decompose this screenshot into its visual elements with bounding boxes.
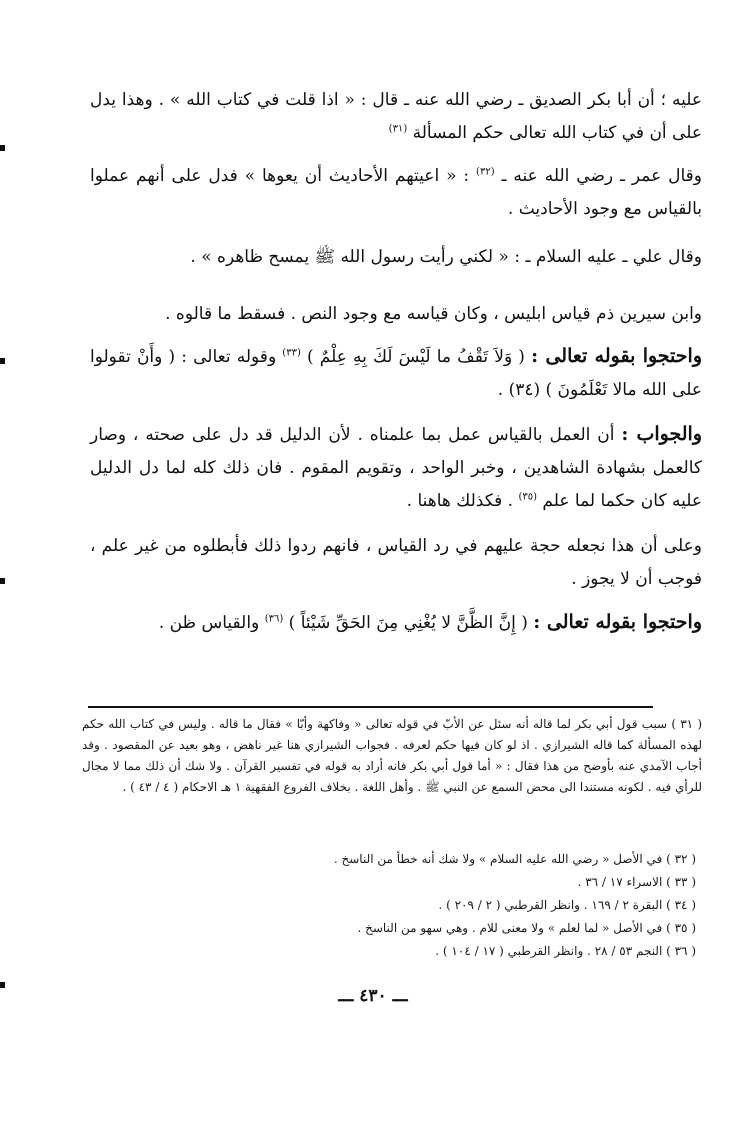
margin-mark — [0, 982, 5, 988]
paragraph-text: وقال علي ـ عليه السلام ـ : « لكني رأيت رسول الله ﷺ يمسح ظاهره » . — [190, 247, 702, 267]
paragraph-tail: : « اعيتهم الأحاديث أن يعوها » فدل على أنهم عملوا بالقياس مع وجود الأحاديث . — [90, 166, 702, 219]
argument-lead: واحتجوا بقوله تعالى : — [533, 611, 702, 633]
footnote-item: ( ٣٦ ) النجم ٥٣ / ٢٨ . وانظر القرطبي ( ١٧ / ١٠٤ ) . — [435, 944, 696, 958]
footnote-item: ( ٣٣ ) الاسراء ١٧ / ٣٦ . — [577, 875, 696, 889]
footnote-ref[interactable]: (٣٥) — [518, 491, 538, 503]
paragraph-text: وقال عمر ـ رضي الله عنه ـ — [501, 166, 703, 186]
page-number: ـــ ٤٣٠ ـــ — [338, 986, 408, 1006]
paragraph-tail: والقياس ظن . — [158, 613, 260, 633]
footnote-ref[interactable]: (٣٣) — [282, 347, 301, 359]
paragraph-text: عليه ؛ أن أبا بكر الصديق ـ رضي الله عنه ـ قال : « اذا قلت في كتاب الله » . وهذا يدل على أن في كتاب الله تعالى حكم المسألة — [90, 90, 702, 143]
answer-lead: والجواب : — [621, 423, 702, 445]
footnote-item: ( ٣٤ ) البقرة ٢ / ١٦٩ . وانظر القرطبي ( ٢ / ٢٠٩ ) . — [438, 898, 696, 912]
paragraph-tail: وقوله تعالى : ( وأَنْ تقولوا على الله مالا تَعْلَمُونَ ) (٣٤) . — [90, 347, 702, 400]
margin-mark — [0, 145, 5, 151]
paragraph-text: وابن سيرين ذم قياس ابليس ، وكان قياسه مع وجود النص . فسقط ما قالوه . — [165, 304, 702, 324]
footnote-item: ( ٣٥ ) في الأصل « لما لعلم » ولا معنى للام . وهي سهو من الناسخ . — [357, 921, 696, 935]
footnote-item: ( ٣٢ ) في الأصل « رضي الله عليه السلام » ولا شك أنه خطأ من الناسخ . — [333, 852, 696, 866]
margin-mark — [0, 358, 5, 364]
footnotes — [82, 0, 702, 980]
footnote-ref[interactable]: (٣٦) — [264, 613, 284, 625]
footnote-31: ( ٣١ ) سبب قول أبي بكر لما قاله أنه سئل عن الأبّ في قوله تعالى « وفاكهة وأبّا » فقال ما قاله . وليس في كتاب الله حكم لهذه المسألة كما قاله الشيرازي . اذ لو كان فيها حكم لعرفه . فجواب الشيرازي هنا غير ناهض ، وهو بعيد عن المقصود . وقد أجاب الآمدي عنه بأوضح من هذا فقال : « أما قول أبي بكر فانه أراد به قوله في تفسير القرآن . ولا شك أن ذلك مما لا مجال للرأي فيه . لكونه مستندا الى محض السمع عن النبي ﷺ . وأهل اللغة . بخلاف الفروع الفقهية ١ هـ الاحكام ( ٤ / ٤٣ ) . — [82, 717, 702, 794]
paragraph-text: أن العمل بالقياس عمل بما علمناه . لأن الدليل قد دل على صحته ، وصار كالعمل بشهادة الشاهدين ، وخبر الواحد ، وتقويم المقوم . فان ذلك كله لما دل الدليل عليه كان حكما لما علم — [90, 425, 702, 511]
footnote-ref[interactable]: (٣٢) — [476, 166, 495, 178]
footnote-list — [82, 848, 702, 963]
quran-quote: ( إِنَّ الظَّنَّ لا يُغْنِي مِنَ الحَقِّ شَيْئاً ) — [288, 613, 528, 633]
quran-quote: ( وَلاَ تَقْفُ ما لَيْسَ لَكَ بِهِ عِلْمٌ ) — [307, 347, 525, 367]
margin-mark — [0, 578, 5, 584]
paragraph-text: وعلى أن هذا نجعله حجة عليهم في رد القياس ، فانهم ردوا ذلك فأبطلوه من غير علم ، فوجب أن لا يجوز . — [90, 536, 702, 589]
footnote-ref[interactable]: (٣١) — [388, 123, 408, 135]
argument-lead: واحتجوا بقوله تعالى : — [531, 345, 702, 367]
paragraph-tail: . فكذلك هاهنا . — [406, 491, 514, 511]
